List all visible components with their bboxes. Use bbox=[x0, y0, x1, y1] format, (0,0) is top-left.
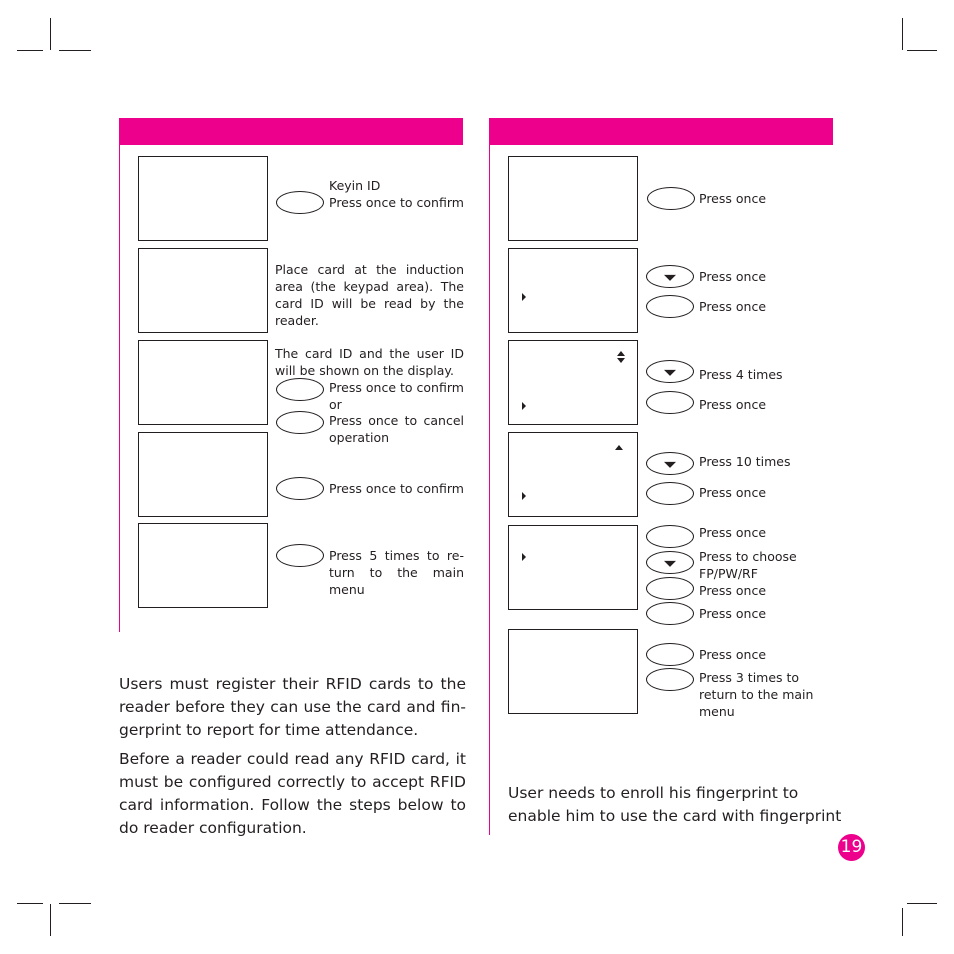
instruction-line: Press once bbox=[699, 299, 767, 314]
instruction-line: The card ID and the user ID will be shown on the display. bbox=[275, 346, 464, 378]
up-down-arrow-icon bbox=[617, 351, 625, 356]
lcd-screen bbox=[508, 629, 638, 714]
instruction-line: Press 4 times bbox=[699, 367, 783, 382]
oval-button-icon[interactable] bbox=[646, 577, 694, 600]
step-instruction bbox=[699, 268, 829, 285]
crop-mark bbox=[902, 908, 903, 936]
step-instruction bbox=[329, 480, 469, 497]
oval-button-icon[interactable] bbox=[276, 477, 324, 500]
step-instruction bbox=[699, 524, 829, 541]
oval-button-icon[interactable] bbox=[646, 391, 694, 414]
instruction-line: Press once bbox=[699, 647, 767, 662]
step-instruction bbox=[699, 396, 829, 413]
crop-mark bbox=[902, 18, 903, 50]
right-section-header-bar bbox=[489, 118, 833, 145]
left-section-header-bar bbox=[119, 118, 463, 145]
step-instruction bbox=[699, 484, 829, 501]
crop-mark bbox=[907, 903, 937, 904]
crop-mark bbox=[907, 50, 937, 51]
down-arrow-button-icon[interactable] bbox=[646, 452, 694, 475]
crop-mark bbox=[50, 18, 51, 50]
instruction-line: Press once bbox=[699, 525, 767, 540]
instruction-line: Press once bbox=[699, 485, 767, 500]
oval-button-icon[interactable] bbox=[647, 187, 695, 210]
lcd-screen bbox=[508, 248, 638, 333]
step-instruction bbox=[699, 605, 829, 622]
instruction-line: Press once to confirm bbox=[329, 481, 464, 496]
lcd-screen bbox=[508, 340, 638, 425]
instruction-line: Press once to confirm bbox=[329, 195, 464, 210]
step-instruction bbox=[275, 261, 464, 329]
instruction-line: Press once bbox=[699, 269, 767, 284]
oval-button-icon[interactable] bbox=[276, 191, 324, 214]
step-instruction bbox=[699, 548, 809, 582]
cursor-arrow-icon bbox=[522, 492, 526, 500]
intro-paragraph bbox=[119, 748, 466, 840]
paragraph-text: User needs to enroll his fingerprint to enable him to use the card with fingerprint bbox=[508, 784, 842, 825]
oval-button-icon[interactable] bbox=[646, 525, 694, 548]
instruction-line: Press 3 times to return to the main menu bbox=[699, 670, 814, 719]
down-arrow-button-icon[interactable] bbox=[646, 551, 694, 574]
instruction-line: Press 5 times to re-turn to the main menu bbox=[329, 548, 464, 597]
cursor-arrow-icon bbox=[522, 553, 526, 561]
oval-button-icon[interactable] bbox=[646, 482, 694, 505]
lcd-screen bbox=[138, 432, 268, 517]
cursor-arrow-icon bbox=[522, 402, 526, 410]
crop-mark bbox=[50, 904, 51, 936]
oval-button-icon[interactable] bbox=[276, 411, 324, 434]
paragraph-text: Users must register their RFID cards to the reader before they can use the card and fin-gerprint to report for time attendance. bbox=[119, 675, 466, 739]
instruction-line: Press to choose FP/PW/RF bbox=[699, 549, 797, 581]
step-instruction bbox=[699, 190, 829, 207]
lcd-screen bbox=[508, 432, 638, 517]
step-instruction bbox=[699, 366, 829, 383]
step-instruction bbox=[329, 547, 464, 598]
step-instruction bbox=[699, 453, 829, 470]
oval-button-icon[interactable] bbox=[646, 668, 694, 691]
oval-button-icon[interactable] bbox=[276, 378, 324, 401]
crop-mark bbox=[59, 50, 91, 51]
page-number: 19 bbox=[838, 834, 865, 861]
instruction-line: Press once to confirm bbox=[329, 380, 464, 395]
step-instruction bbox=[699, 582, 829, 599]
instruction-line: or bbox=[329, 397, 342, 412]
intro-paragraph bbox=[119, 673, 466, 742]
step-instruction bbox=[275, 345, 464, 379]
instruction-line: Press once to cancel operation bbox=[329, 413, 464, 445]
confirm-line bbox=[329, 379, 469, 413]
instruction-line: Press once bbox=[699, 606, 767, 621]
lcd-screen bbox=[138, 340, 268, 425]
cancel-line bbox=[329, 412, 464, 446]
step-instruction bbox=[699, 298, 829, 315]
enroll-paragraph bbox=[508, 782, 842, 828]
crop-mark bbox=[17, 903, 43, 904]
lcd-screen bbox=[508, 156, 638, 241]
oval-button-icon[interactable] bbox=[276, 544, 324, 567]
lcd-screen bbox=[138, 156, 268, 241]
step-instruction bbox=[699, 669, 819, 720]
down-arrow-button-icon[interactable] bbox=[646, 265, 694, 288]
step-instruction bbox=[699, 646, 829, 663]
oval-button-icon[interactable] bbox=[646, 602, 694, 625]
crop-mark bbox=[59, 903, 91, 904]
up-down-arrow-icon bbox=[617, 358, 625, 363]
right-margin-rule bbox=[489, 145, 490, 835]
paragraph-text: Before a reader could read any RFID card, it must be configured correctly to accept RFID card information. Follow the steps below to do reader configuration. bbox=[119, 750, 466, 837]
up-arrow-icon bbox=[615, 445, 623, 450]
oval-button-icon[interactable] bbox=[646, 643, 694, 666]
cursor-arrow-icon bbox=[522, 293, 526, 301]
left-margin-rule bbox=[119, 145, 120, 632]
instruction-line: Press 10 times bbox=[699, 454, 791, 469]
instruction-line: Press once bbox=[699, 397, 767, 412]
instruction-line: Place card at the induction area (the keypad area). The card ID will be read by the reader. bbox=[275, 262, 464, 328]
crop-mark bbox=[17, 50, 43, 51]
instruction-line: Press once bbox=[699, 583, 767, 598]
down-arrow-button-icon[interactable] bbox=[646, 360, 694, 383]
step-instruction bbox=[329, 177, 469, 211]
instruction-line: Press once bbox=[699, 191, 767, 206]
oval-button-icon[interactable] bbox=[646, 295, 694, 318]
lcd-screen bbox=[138, 523, 268, 608]
lcd-screen bbox=[138, 248, 268, 333]
lcd-screen bbox=[508, 525, 638, 610]
instruction-line: Keyin ID bbox=[329, 178, 381, 193]
